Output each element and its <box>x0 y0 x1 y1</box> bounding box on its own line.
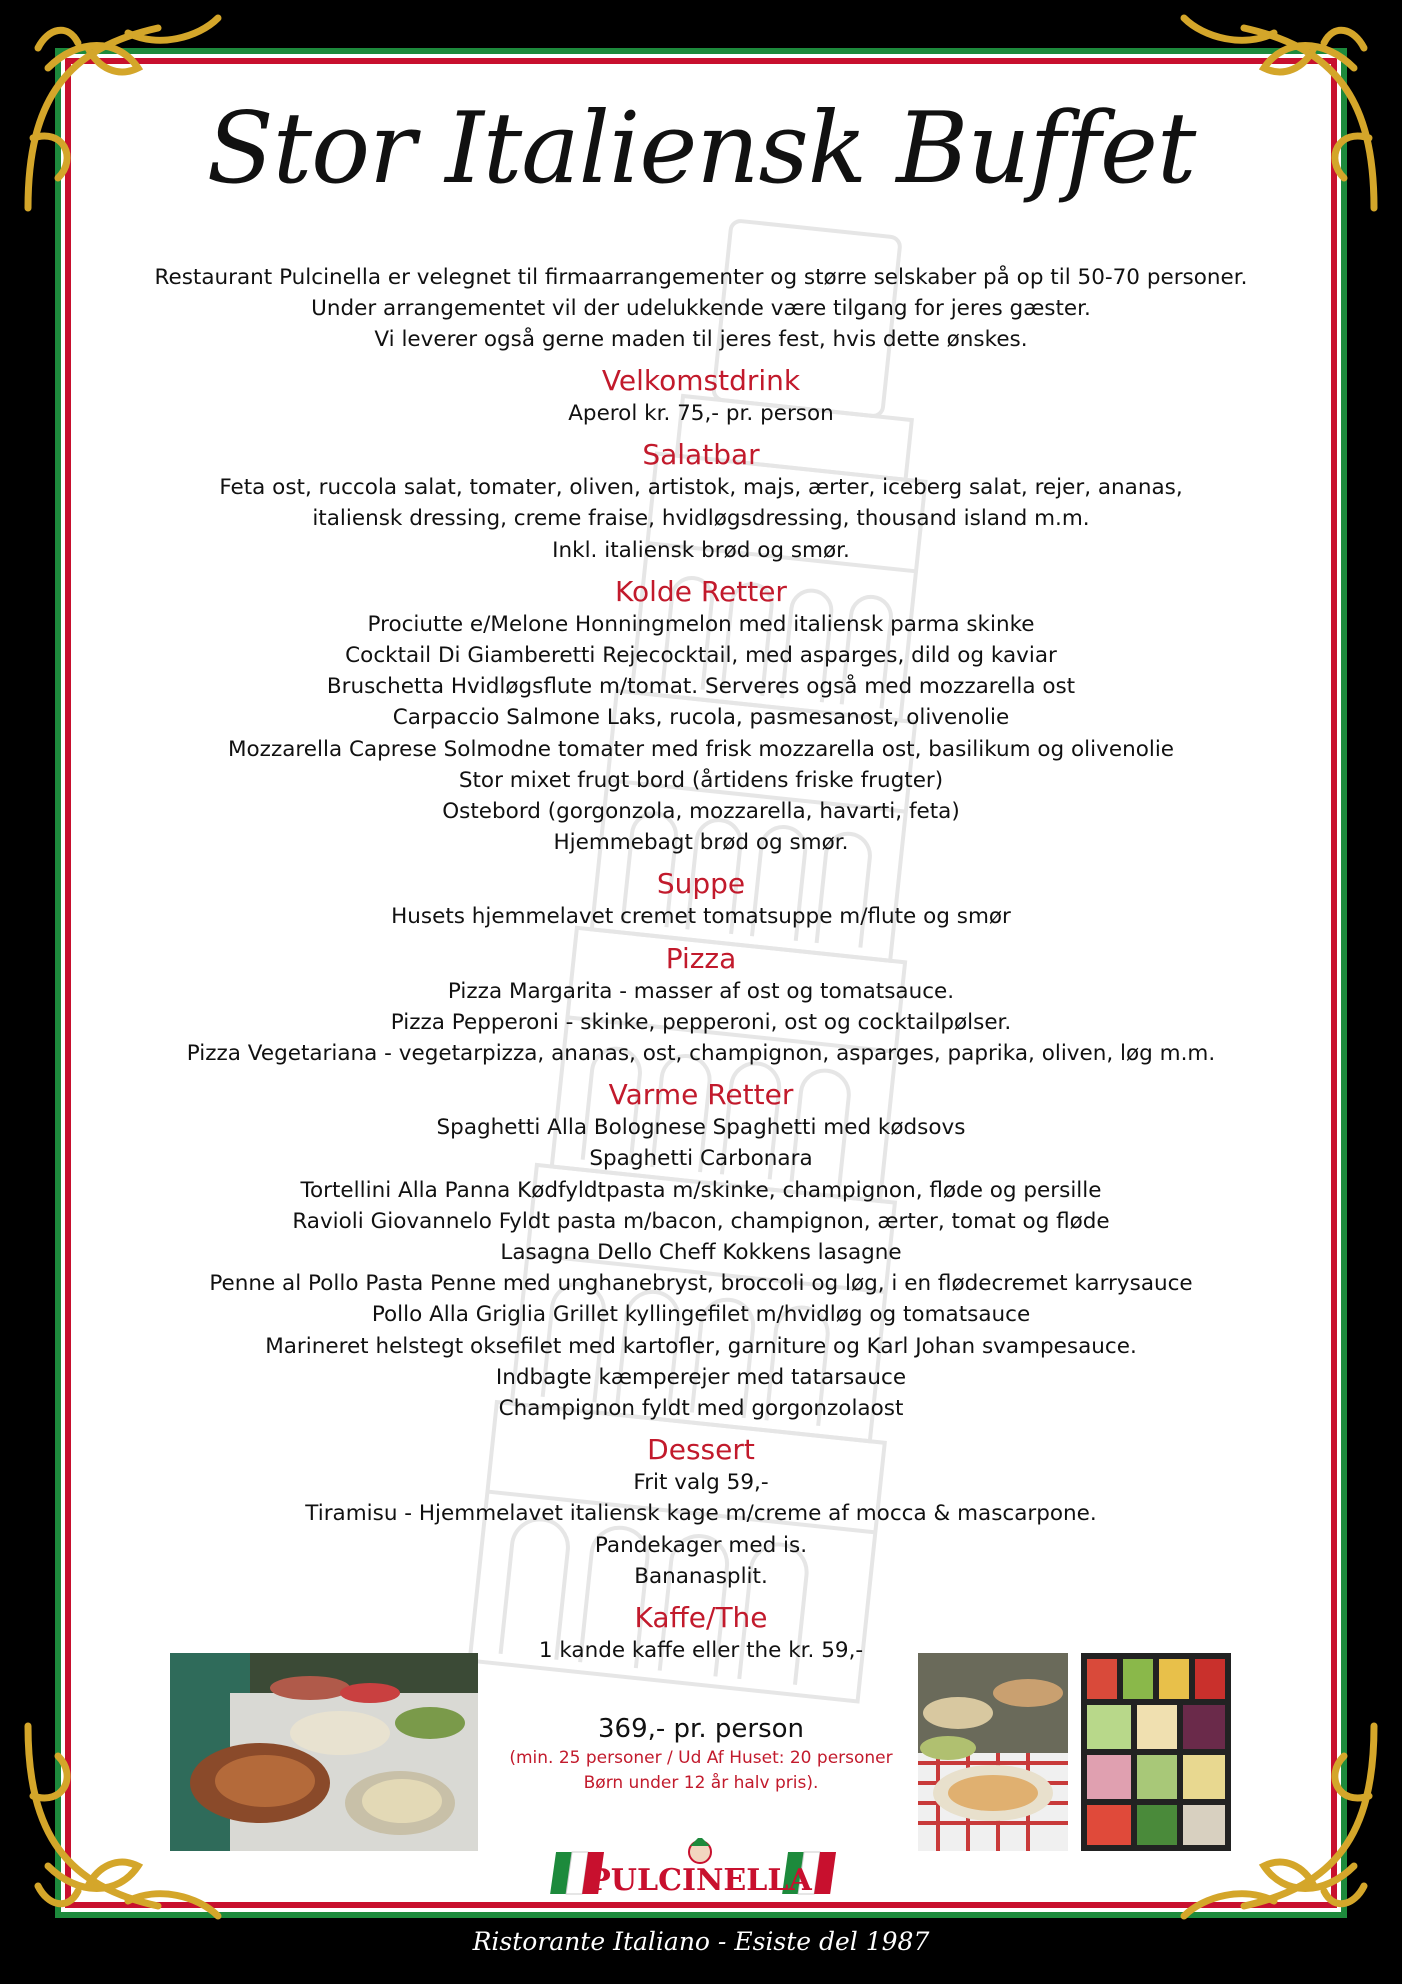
menu-line: Pizza Margarita - masser af ost og tomatsauce. <box>447 978 955 1004</box>
menu-line: Hjemmebagt brød og smør. <box>553 830 849 856</box>
logo-text: PULCINELLA <box>588 1863 812 1898</box>
buffet-photo-left <box>170 1653 478 1851</box>
menu-line: Prociutte e/Melone Honningmelon med italiensk parma skinke <box>367 611 1035 637</box>
menu-line: Indbagte kæmperejer med tatarsauce <box>495 1364 907 1390</box>
menu-line: Tiramisu - Hjemmelavet italiensk kage m/creme af mocca & mascarpone. <box>305 1501 1097 1527</box>
menu-line: Inkl. italiensk brød og smør. <box>552 537 850 563</box>
section-heading: Velkomstdrink <box>601 364 801 397</box>
menu-line: Spaghetti Carbonara <box>589 1146 813 1172</box>
page-title: Stor Italiensk Buffet <box>206 92 1196 206</box>
price-amount: 369,- pr. person <box>598 1714 804 1744</box>
menu-line: Lasagna Dello Cheff Kokkens lasagne <box>500 1240 902 1266</box>
section-kolde-retter <box>150 575 1252 859</box>
menu-line: Spaghetti Alla Bolognese Spaghetti med kødsovs <box>436 1115 966 1141</box>
section-heading: Kaffe/The <box>634 1601 768 1635</box>
footer-tagline: Ristorante Italiano - Esiste del 1987 <box>472 1927 930 1956</box>
menu-line: Pizza Vegetariana - vegetarpizza, ananas, ost, champignon, asparges, paprika, oliven, løg m.m. <box>186 1041 1216 1067</box>
intro-line: Restaurant Pulcinella er velegnet til firmaarrangementer og større selskaber på op til 50-70 personer. <box>154 265 1248 290</box>
menu-line: Bananasplit. <box>634 1563 768 1589</box>
buffet-photo-middle <box>918 1653 1068 1851</box>
section-heading: Varme Retter <box>608 1078 794 1112</box>
section-velkomstdrink <box>150 364 1252 429</box>
menu-line: Pizza Pepperoni - skinke, pepperoni, ost og cocktailpølser. <box>390 1009 1012 1035</box>
menu-line: Mozzarella Caprese Solmodne tomater med frisk mozzarella ost, basilikum og olivenolie <box>227 736 1175 762</box>
section-heading: Pizza <box>665 941 737 975</box>
menu-line: Pollo Alla Griglia Grillet kyllingefilet m/hvidløg og tomatsauce <box>371 1302 1031 1328</box>
section-heading: Suppe <box>656 867 746 901</box>
menu-content <box>150 262 1252 1666</box>
price-block <box>451 1712 951 1796</box>
section-varme-retter <box>150 1078 1252 1424</box>
salad-bar-photo-right <box>1081 1653 1231 1851</box>
menu-line: Tortellini Alla Panna Kødfyldtpasta m/skinke, champignon, fløde og persille <box>300 1177 1102 1203</box>
menu-line: Carpaccio Salmone Laks, rucola, pasmesanost, olivenolie <box>392 705 1010 731</box>
menu-line: Stor mixet frugt bord (årtidens friske frugter) <box>458 767 944 793</box>
section-heading: Salatbar <box>642 438 760 472</box>
menu-line: Pandekager med is. <box>594 1532 808 1558</box>
menu-line: 1 kande kaffe eller the kr. 59,- <box>538 1638 864 1664</box>
menu-line: Cocktail Di Giamberetti Rejecocktail, med asparges, dild og kaviar <box>345 643 1057 669</box>
menu-line: Husets hjemmelavet cremet tomatsuppe m/flute og smør <box>391 904 1011 930</box>
intro-line: Vi leverer også gerne maden til jeres fest, hvis dette ønskes. <box>374 327 1028 352</box>
menu-line: Ostebord (gorgonzola, mozzarella, havarti, feta) <box>442 799 960 825</box>
intro-line: Under arrangementet vil der udelukkende være tilgang for jeres gæster. <box>311 296 1091 321</box>
section-heading: Dessert <box>647 1433 755 1467</box>
section-salatbar <box>150 438 1252 566</box>
section-dessert <box>150 1433 1252 1592</box>
menu-line: Feta ost, ruccola salat, tomater, oliven, artistok, majs, ærter, iceberg salat, rejer, ananas, <box>219 475 1183 501</box>
menu-line: Bruschetta Hvidløgsflute m/tomat. Serveres også med mozzarella ost <box>326 674 1076 700</box>
section-pizza <box>150 942 1252 1070</box>
menu-line: Ravioli Giovannelo Fyldt pasta m/bacon, champignon, ærter, tomat og fløde <box>292 1208 1110 1234</box>
menu-line: Marineret helstegt oksefilet med kartofler, garniture og Karl Johan svampesauce. <box>265 1333 1137 1359</box>
menu-line: Aperol kr. 75,- pr. person <box>568 401 834 426</box>
price-note: Børn under 12 år halv pris). <box>583 1773 819 1793</box>
pulcinella-logo <box>550 1838 850 1904</box>
menu-line: italiensk dressing, creme fraise, hvidløgsdressing, thousand island m.m. <box>312 506 1090 532</box>
price-note: (min. 25 personer / Ud Af Huset: 20 personer <box>509 1748 893 1768</box>
section-heading: Kolde Retter <box>615 574 787 608</box>
menu-line: Frit valg 59,- <box>633 1470 769 1496</box>
menu-line: Champignon fyldt med gorgonzolaost <box>498 1396 904 1422</box>
menu-line: Penne al Pollo Pasta Penne med unghanebryst, broccoli og løg, i en flødecremet karrysauce <box>209 1271 1193 1297</box>
section-suppe <box>150 867 1252 932</box>
intro-text <box>150 262 1252 355</box>
